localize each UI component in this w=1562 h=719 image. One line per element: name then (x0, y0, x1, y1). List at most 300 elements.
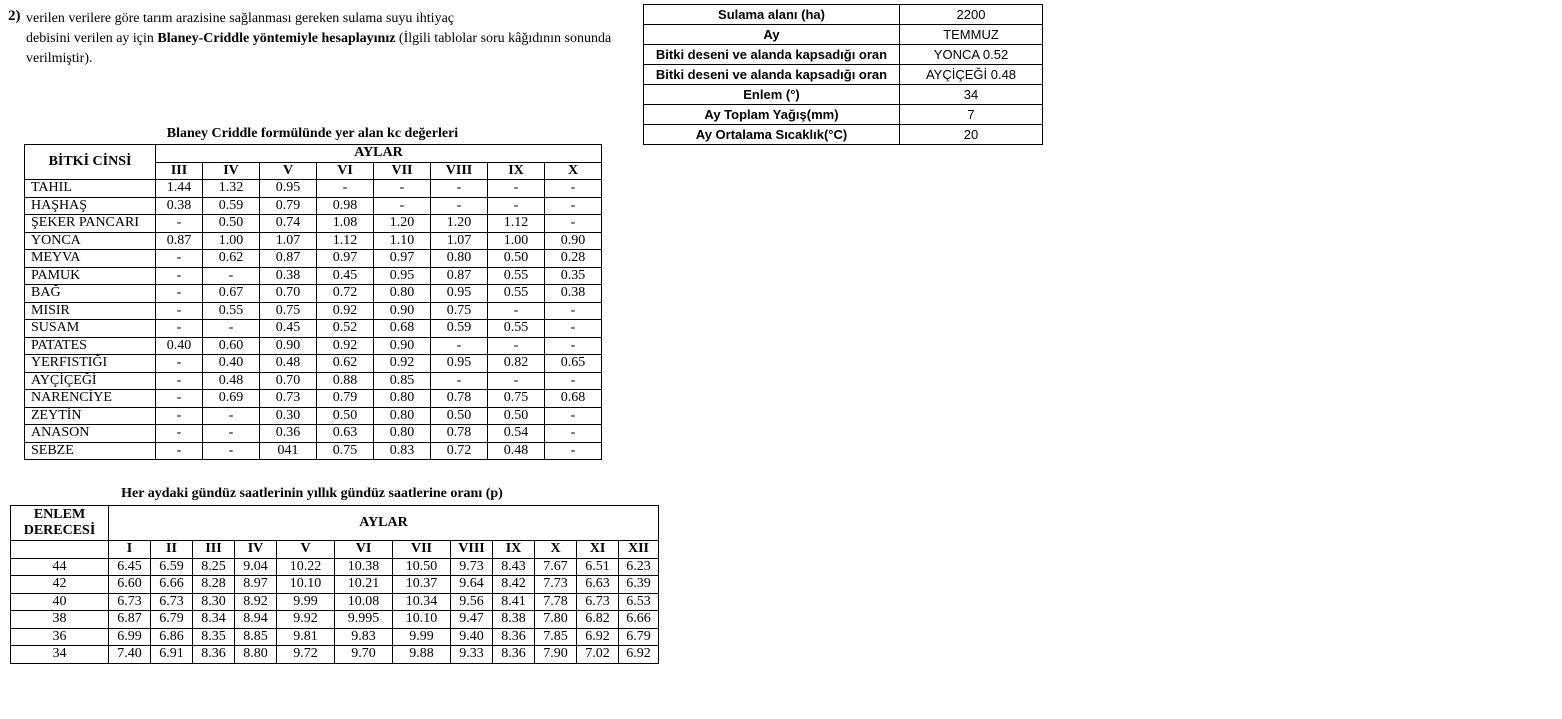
kc-value: 0.62 (203, 250, 260, 268)
p-value: 10.50 (393, 558, 451, 576)
p-value: 9.70 (335, 646, 393, 664)
crop-name: PATATES (25, 337, 156, 355)
kc-value: 0.48 (488, 442, 545, 460)
kc-value: 0.50 (317, 407, 374, 425)
latitude-value: 36 (11, 628, 109, 646)
kc-value: 1.07 (431, 232, 488, 250)
crop-name: YONCA (25, 232, 156, 250)
p-value: 8.80 (235, 646, 277, 664)
kc-row (25, 442, 602, 460)
kc-value: 0.70 (260, 285, 317, 303)
p-value: 8.28 (193, 576, 235, 594)
kc-value: 0.67 (203, 285, 260, 303)
crop-name: PAMUK (25, 267, 156, 285)
kc-value: 0.35 (545, 267, 602, 285)
kc-value: 1.12 (488, 215, 545, 233)
kc-value: 0.63 (317, 425, 374, 443)
kc-row (25, 232, 602, 250)
kc-value: 0.28 (545, 250, 602, 268)
month-header: XII (619, 541, 659, 559)
kc-value: 0.75 (488, 390, 545, 408)
info-value: 2200 (900, 5, 1043, 25)
kc-value: - (203, 407, 260, 425)
question-line-2-post: (İlgili tablolar soru kâğıdının sonunda (395, 31, 612, 46)
p-value: 9.99 (277, 593, 335, 611)
kc-value: 0.79 (260, 197, 317, 215)
p-value: 9.73 (451, 558, 493, 576)
months-header: AYLAR (156, 145, 602, 163)
kc-value: 0.60 (203, 337, 260, 355)
month-header: III (193, 541, 235, 559)
p-value: 6.86 (151, 628, 193, 646)
p-value: 6.73 (577, 593, 619, 611)
kc-value: - (431, 337, 488, 355)
kc-value: 0.83 (374, 442, 431, 460)
p-value: 7.80 (535, 611, 577, 629)
latitude-value: 34 (11, 646, 109, 664)
p-value: 10.08 (335, 593, 393, 611)
crop-name: AYÇİÇEĞİ (25, 372, 156, 390)
p-value: 6.59 (151, 558, 193, 576)
kc-value: 0.50 (488, 250, 545, 268)
month-header: VIII (451, 541, 493, 559)
kc-value: 1.00 (488, 232, 545, 250)
p-value: 8.35 (193, 628, 235, 646)
kc-value: 0.80 (374, 285, 431, 303)
month-header: V (260, 162, 317, 180)
info-value: TEMMUZ (900, 25, 1043, 45)
p-value: 6.82 (577, 611, 619, 629)
p-header-row (11, 506, 659, 541)
kc-value: 0.92 (317, 302, 374, 320)
kc-value: - (156, 267, 203, 285)
p-value: 7.67 (535, 558, 577, 576)
kc-row (25, 337, 602, 355)
kc-value: 1.20 (374, 215, 431, 233)
kc-value: 1.10 (374, 232, 431, 250)
p-value: 6.79 (151, 611, 193, 629)
kc-value: - (156, 372, 203, 390)
kc-value: - (488, 337, 545, 355)
kc-value: 0.68 (374, 320, 431, 338)
kc-value: 1.44 (156, 180, 203, 198)
kc-value: 0.36 (260, 425, 317, 443)
kc-header-row (25, 145, 602, 163)
crop-name: HAŞHAŞ (25, 197, 156, 215)
kc-value: 0.75 (317, 442, 374, 460)
crop-name: TAHIL (25, 180, 156, 198)
kc-value: - (156, 250, 203, 268)
kc-value: 0.88 (317, 372, 374, 390)
kc-value: 0.80 (431, 250, 488, 268)
kc-value: 0.55 (203, 302, 260, 320)
kc-value: 0.72 (317, 285, 374, 303)
kc-value: 0.48 (260, 355, 317, 373)
month-header: XI (577, 541, 619, 559)
kc-value: 0.87 (156, 232, 203, 250)
kc-value: 0.92 (317, 337, 374, 355)
kc-value: 0.38 (156, 197, 203, 215)
kc-value: 0.50 (488, 407, 545, 425)
kc-row (25, 390, 602, 408)
kc-value: 0.54 (488, 425, 545, 443)
p-value: 6.39 (619, 576, 659, 594)
kc-value: 0.90 (260, 337, 317, 355)
kc-value: 1.08 (317, 215, 374, 233)
kc-value: 0.75 (260, 302, 317, 320)
crop-column-header: BİTKİ CİNSİ (25, 145, 156, 180)
info-value: 20 (900, 125, 1043, 145)
info-row (644, 85, 1043, 105)
latitude-value: 38 (11, 611, 109, 629)
kc-value: - (545, 320, 602, 338)
p-table (10, 505, 659, 664)
p-value: 8.36 (493, 628, 535, 646)
kc-value: 0.72 (431, 442, 488, 460)
kc-value: - (156, 285, 203, 303)
kc-value: 0.50 (431, 407, 488, 425)
kc-value: - (317, 180, 374, 198)
crop-name: ZEYTİN (25, 407, 156, 425)
p-value: 6.79 (619, 628, 659, 646)
p-row (11, 628, 659, 646)
kc-row (25, 285, 602, 303)
p-value: 8.85 (235, 628, 277, 646)
kc-value: - (431, 197, 488, 215)
kc-row (25, 372, 602, 390)
kc-value: - (203, 320, 260, 338)
month-header: X (535, 541, 577, 559)
p-value: 9.33 (451, 646, 493, 664)
kc-value: 0.59 (203, 197, 260, 215)
p-value: 6.45 (109, 558, 151, 576)
p-value: 6.73 (151, 593, 193, 611)
kc-value: - (203, 267, 260, 285)
kc-value: 0.55 (488, 285, 545, 303)
kc-value: - (156, 425, 203, 443)
p-table-caption: Her aydaki gündüz saatlerinin yıllık gündüz saatlerine oranı (p) (121, 486, 503, 501)
kc-value: 0.30 (260, 407, 317, 425)
p-value: 10.22 (277, 558, 335, 576)
kc-value: 0.38 (545, 285, 602, 303)
info-row (644, 5, 1043, 25)
kc-value: 0.70 (260, 372, 317, 390)
p-value: 7.85 (535, 628, 577, 646)
kc-value: - (156, 320, 203, 338)
kc-value: - (431, 180, 488, 198)
kc-value: - (545, 407, 602, 425)
month-header: IX (488, 162, 545, 180)
p-value: 6.51 (577, 558, 619, 576)
kc-value: 0.90 (374, 337, 431, 355)
kc-value: - (156, 302, 203, 320)
p-value: 6.92 (577, 628, 619, 646)
kc-value: 0.74 (260, 215, 317, 233)
crop-name: SUSAM (25, 320, 156, 338)
kc-value: 0.80 (374, 407, 431, 425)
kc-value: - (545, 337, 602, 355)
p-value: 6.87 (109, 611, 151, 629)
kc-value: - (156, 215, 203, 233)
kc-value: 0.95 (431, 355, 488, 373)
p-value: 9.04 (235, 558, 277, 576)
p-value: 6.99 (109, 628, 151, 646)
question-number: 2) (8, 8, 21, 24)
kc-value: - (374, 197, 431, 215)
p-value: 8.36 (493, 646, 535, 664)
kc-value: 0.69 (203, 390, 260, 408)
kc-value: 0.78 (431, 425, 488, 443)
kc-value: 1.20 (431, 215, 488, 233)
info-value: 7 (900, 105, 1043, 125)
p-value: 8.34 (193, 611, 235, 629)
crop-name: ANASON (25, 425, 156, 443)
kc-value: 0.78 (431, 390, 488, 408)
kc-value: - (156, 442, 203, 460)
month-header: II (151, 541, 193, 559)
p-value: 6.91 (151, 646, 193, 664)
month-header: IX (493, 541, 535, 559)
empty-header-cell (11, 541, 109, 559)
crop-name: SEBZE (25, 442, 156, 460)
kc-row (25, 425, 602, 443)
question-method-emphasis: Blaney-Criddle yöntemiyle hesaplayınız (157, 31, 396, 46)
question-line-2-pre: debisini verilen ay için (26, 31, 158, 46)
kc-value: - (156, 407, 203, 425)
p-value: 10.10 (393, 611, 451, 629)
p-value: 9.47 (451, 611, 493, 629)
kc-value: 0.40 (156, 337, 203, 355)
kc-value: - (431, 372, 488, 390)
kc-value: 0.97 (374, 250, 431, 268)
p-value: 6.23 (619, 558, 659, 576)
p-value: 7.78 (535, 593, 577, 611)
p-row (11, 593, 659, 611)
kc-value: - (545, 302, 602, 320)
latitude-value: 40 (11, 593, 109, 611)
p-value: 9.40 (451, 628, 493, 646)
p-row (11, 576, 659, 594)
crop-name: BAĞ (25, 285, 156, 303)
p-value: 8.92 (235, 593, 277, 611)
kc-value: 0.98 (317, 197, 374, 215)
p-value: 7.73 (535, 576, 577, 594)
months-header: AYLAR (109, 506, 659, 541)
kc-value: - (545, 197, 602, 215)
info-row (644, 45, 1043, 65)
kc-value: 0.55 (488, 267, 545, 285)
p-value: 9.995 (335, 611, 393, 629)
kc-value: 1.32 (203, 180, 260, 198)
kc-value: 0.92 (374, 355, 431, 373)
given-data-table (643, 4, 1043, 145)
kc-value: - (488, 180, 545, 198)
kc-value: - (545, 215, 602, 233)
info-row (644, 65, 1043, 85)
kc-value: 0.45 (317, 267, 374, 285)
p-value: 8.38 (493, 611, 535, 629)
latitude-value: 42 (11, 576, 109, 594)
kc-value: - (203, 442, 260, 460)
latitude-value: 44 (11, 558, 109, 576)
p-value: 9.56 (451, 593, 493, 611)
p-value: 8.36 (193, 646, 235, 664)
kc-value: 0.85 (374, 372, 431, 390)
p-value: 8.97 (235, 576, 277, 594)
p-value: 9.64 (451, 576, 493, 594)
p-value: 8.25 (193, 558, 235, 576)
info-label: Sulama alanı (ha) (644, 5, 900, 25)
kc-row (25, 320, 602, 338)
kc-value: 0.73 (260, 390, 317, 408)
p-value: 10.21 (335, 576, 393, 594)
p-value: 8.30 (193, 593, 235, 611)
kc-value: 1.00 (203, 232, 260, 250)
question-text (26, 9, 632, 69)
question-line-3: verilmiştir). (26, 51, 93, 66)
kc-value: 0.95 (431, 285, 488, 303)
p-value: 9.83 (335, 628, 393, 646)
kc-value: - (545, 372, 602, 390)
month-header: VI (335, 541, 393, 559)
p-value: 6.92 (619, 646, 659, 664)
kc-row (25, 267, 602, 285)
kc-row (25, 407, 602, 425)
kc-value: 0.90 (374, 302, 431, 320)
kc-value: - (156, 390, 203, 408)
kc-value: 0.97 (317, 250, 374, 268)
p-value: 8.43 (493, 558, 535, 576)
kc-value: 041 (260, 442, 317, 460)
month-header: VI (317, 162, 374, 180)
kc-value: 0.40 (203, 355, 260, 373)
info-value: AYÇİÇEĞİ 0.48 (900, 65, 1043, 85)
info-label: Ay Toplam Yağış(mm) (644, 105, 900, 125)
kc-value: 0.80 (374, 390, 431, 408)
p-value: 10.38 (335, 558, 393, 576)
kc-value: 0.38 (260, 267, 317, 285)
kc-value: 0.45 (260, 320, 317, 338)
kc-table (24, 144, 602, 460)
month-header: IV (235, 541, 277, 559)
info-value: 34 (900, 85, 1043, 105)
info-value: YONCA 0.52 (900, 45, 1043, 65)
p-row (11, 558, 659, 576)
question-line-1: verilen verilere göre tarım arazisine sağlanması gereken sulama suyu ihtiyaç (26, 11, 454, 26)
kc-row (25, 302, 602, 320)
p-value: 6.60 (109, 576, 151, 594)
info-label: Bitki deseni ve alanda kapsadığı oran (644, 65, 900, 85)
p-value: 6.66 (619, 611, 659, 629)
crop-name: MEYVA (25, 250, 156, 268)
month-header: VIII (431, 162, 488, 180)
kc-value: 0.65 (545, 355, 602, 373)
month-header: VII (374, 162, 431, 180)
info-row (644, 105, 1043, 125)
p-value: 8.42 (493, 576, 535, 594)
kc-value: 1.07 (260, 232, 317, 250)
crop-name: MISIR (25, 302, 156, 320)
p-value: 9.88 (393, 646, 451, 664)
p-row (11, 611, 659, 629)
kc-value: - (203, 425, 260, 443)
p-value: 6.63 (577, 576, 619, 594)
kc-value: 0.50 (203, 215, 260, 233)
kc-value: - (488, 197, 545, 215)
month-header: X (545, 162, 602, 180)
info-row (644, 25, 1043, 45)
kc-table-caption: Blaney Criddle formülünde yer alan kc değerleri (166, 126, 459, 141)
kc-value: - (488, 302, 545, 320)
kc-value: 0.62 (317, 355, 374, 373)
info-label: Ay Ortalama Sıcaklık(°C) (644, 125, 900, 145)
kc-value: 0.59 (431, 320, 488, 338)
kc-value: 0.95 (260, 180, 317, 198)
kc-value: - (545, 180, 602, 198)
month-header: I (109, 541, 151, 559)
kc-row (25, 180, 602, 198)
kc-value: 0.52 (317, 320, 374, 338)
kc-value: 0.87 (260, 250, 317, 268)
kc-value: 0.80 (374, 425, 431, 443)
crop-name: NARENCİYE (25, 390, 156, 408)
kc-value: 0.90 (545, 232, 602, 250)
kc-value: 1.12 (317, 232, 374, 250)
p-value: 6.53 (619, 593, 659, 611)
kc-value: 0.79 (317, 390, 374, 408)
kc-value: 0.48 (203, 372, 260, 390)
p-value: 10.37 (393, 576, 451, 594)
month-header: IV (203, 162, 260, 180)
p-value: 9.99 (393, 628, 451, 646)
latitude-column-header: ENLEM DERECESİ (11, 506, 109, 541)
p-month-row (11, 541, 659, 559)
kc-value: 0.95 (374, 267, 431, 285)
kc-value: 0.75 (431, 302, 488, 320)
info-label: Ay (644, 25, 900, 45)
info-label: Enlem (°) (644, 85, 900, 105)
kc-value: - (545, 425, 602, 443)
kc-value: - (545, 442, 602, 460)
kc-value: - (488, 372, 545, 390)
p-value: 7.90 (535, 646, 577, 664)
kc-value: 0.68 (545, 390, 602, 408)
info-row (644, 125, 1043, 145)
p-value: 7.40 (109, 646, 151, 664)
kc-value: 0.82 (488, 355, 545, 373)
month-header: V (277, 541, 335, 559)
p-value: 10.10 (277, 576, 335, 594)
p-row (11, 646, 659, 664)
month-header: VII (393, 541, 451, 559)
p-value: 9.92 (277, 611, 335, 629)
kc-value: 0.87 (431, 267, 488, 285)
p-value: 10.34 (393, 593, 451, 611)
kc-row (25, 355, 602, 373)
kc-value: - (374, 180, 431, 198)
kc-value: - (156, 355, 203, 373)
kc-row (25, 197, 602, 215)
kc-row (25, 250, 602, 268)
month-header: III (156, 162, 203, 180)
p-value: 7.02 (577, 646, 619, 664)
info-label: Bitki deseni ve alanda kapsadığı oran (644, 45, 900, 65)
crop-name: ŞEKER PANCARI (25, 215, 156, 233)
kc-value: 0.55 (488, 320, 545, 338)
kc-row (25, 215, 602, 233)
p-value: 9.81 (277, 628, 335, 646)
p-value: 8.41 (493, 593, 535, 611)
